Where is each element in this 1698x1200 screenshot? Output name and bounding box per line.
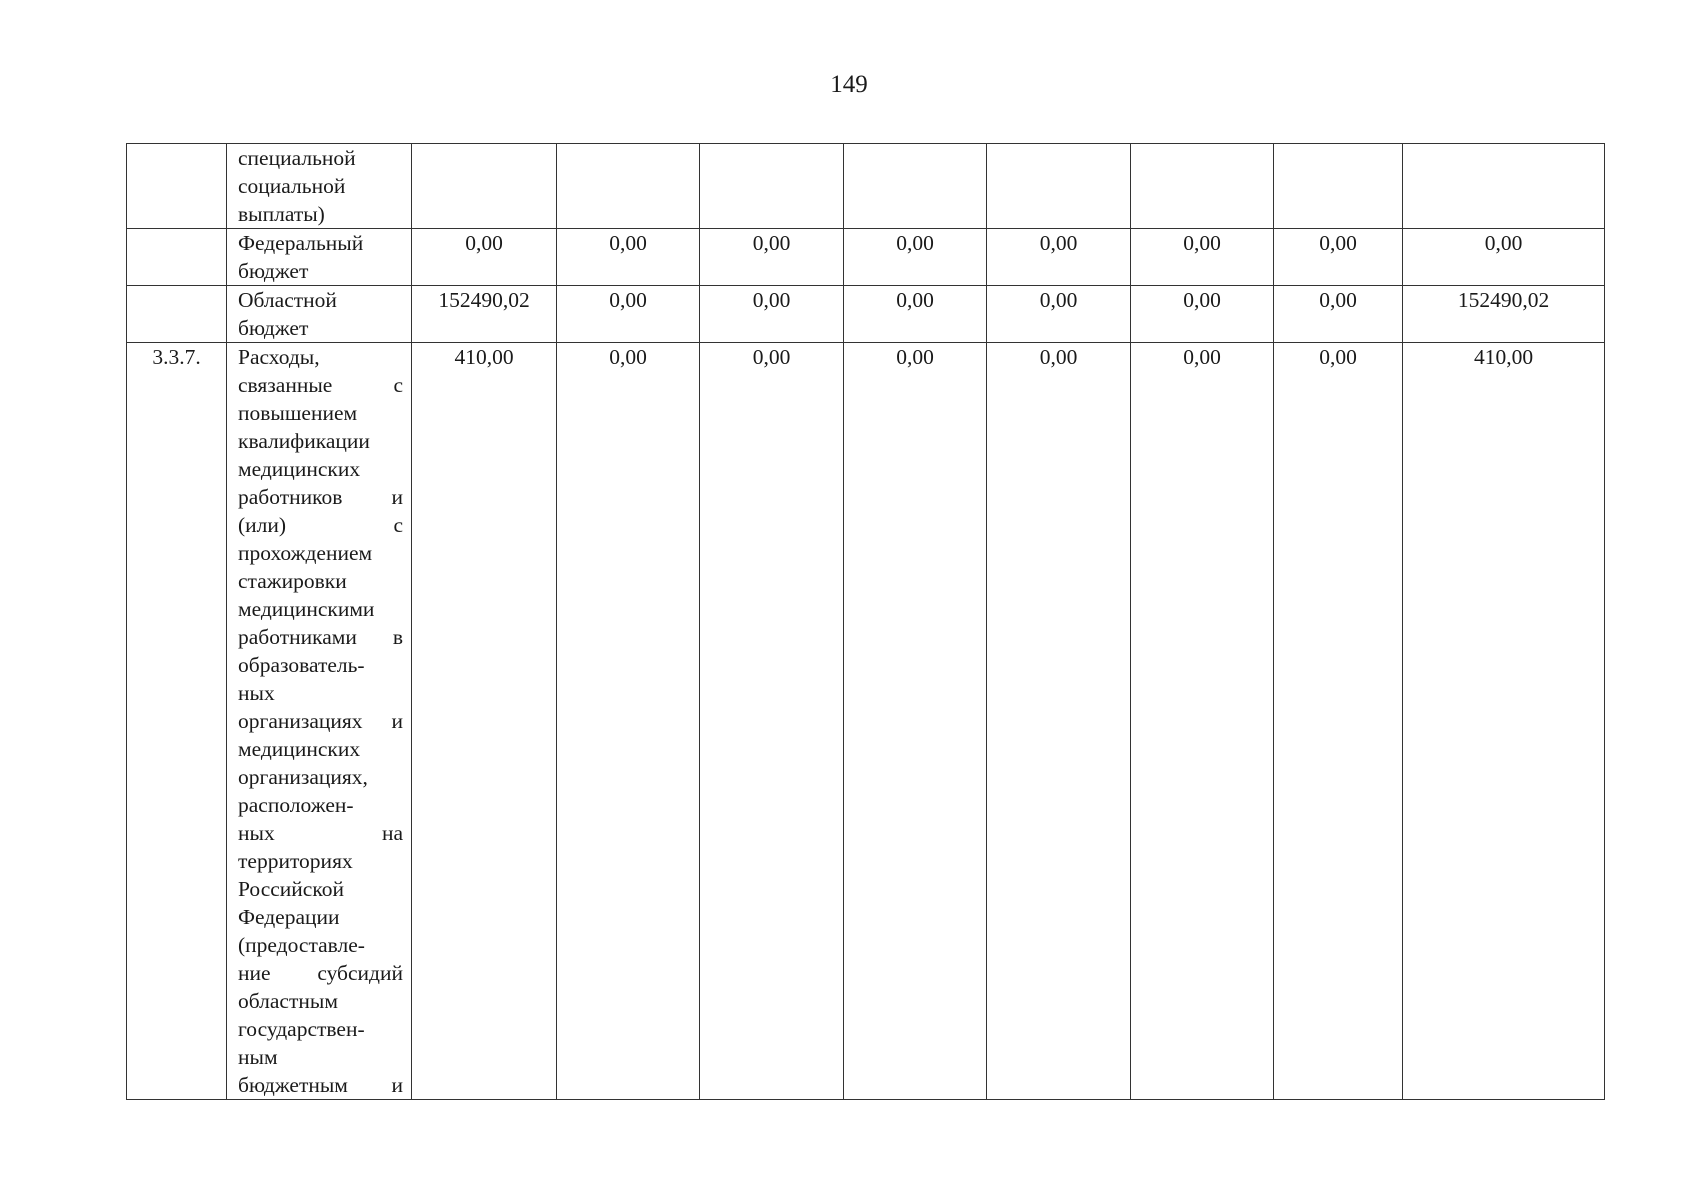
item-name-line: стажировки xyxy=(238,569,347,593)
value-cell: 0,00 xyxy=(844,229,987,286)
value-cell: 0,00 xyxy=(1403,229,1605,286)
value-cell: 410,00 xyxy=(412,343,557,1100)
item-name-line: Расходы, xyxy=(238,345,320,369)
item-name-word: (или) xyxy=(238,513,287,537)
item-name-line: бюджет xyxy=(238,259,309,283)
value-cell: 0,00 xyxy=(987,229,1131,286)
item-name-line xyxy=(238,371,403,399)
item-name-line xyxy=(238,623,403,651)
value-cell: 0,00 xyxy=(1274,286,1403,343)
item-name-word: ние xyxy=(238,961,271,985)
value-cell: 410,00 xyxy=(1403,343,1605,1100)
item-name-line: бюджет xyxy=(238,316,309,340)
value-cell xyxy=(557,144,700,229)
item-name-word: на xyxy=(381,821,403,845)
item-code-cell xyxy=(127,229,227,286)
value-cell: 0,00 xyxy=(700,286,844,343)
item-name-line: медицинских xyxy=(238,457,361,481)
item-name-line: ным xyxy=(238,1045,278,1069)
item-name-cell xyxy=(227,286,412,343)
item-name-line: Федерации xyxy=(238,905,340,929)
item-name-word: в xyxy=(392,625,403,649)
table-row-continuation xyxy=(127,144,1605,229)
value-cell xyxy=(844,144,987,229)
item-name-word: работников xyxy=(238,485,343,509)
item-name-line: (предоставле- xyxy=(238,933,365,957)
item-name-line: выплаты) xyxy=(238,202,325,226)
item-name-word: и xyxy=(391,485,403,509)
item-name-line: медицинских xyxy=(238,737,361,761)
value-cell xyxy=(1274,144,1403,229)
item-name-line: специальной xyxy=(238,146,356,170)
item-name-line: Областной xyxy=(238,288,337,312)
item-name-word: работниками xyxy=(238,625,357,649)
item-code-cell: 3.3.7. xyxy=(127,343,227,1100)
item-name-line: прохождением xyxy=(238,541,373,565)
value-cell: 0,00 xyxy=(412,229,557,286)
page-number: 149 xyxy=(830,71,868,98)
table-row-regional-budget xyxy=(127,286,1605,343)
item-name-word: организациях xyxy=(238,709,363,733)
item-name-word: с xyxy=(393,373,403,397)
item-name-line xyxy=(238,707,403,735)
value-cell: 0,00 xyxy=(1131,343,1274,1100)
item-name-line xyxy=(238,819,403,847)
item-name-line: образователь- xyxy=(238,653,365,677)
item-name-word: связанные xyxy=(238,373,333,397)
item-name-line: медицинскими xyxy=(238,597,375,621)
item-name-word: субсидий xyxy=(317,961,403,985)
item-name-line xyxy=(238,1071,403,1099)
budget-table xyxy=(126,143,1605,1100)
value-cell: 0,00 xyxy=(987,286,1131,343)
item-name-line: повышением xyxy=(238,401,358,425)
value-cell: 0,00 xyxy=(557,286,700,343)
value-cell: 0,00 xyxy=(1131,229,1274,286)
value-cell: 0,00 xyxy=(987,343,1131,1100)
value-cell xyxy=(987,144,1131,229)
value-cell: 152490,02 xyxy=(412,286,557,343)
item-name-cell xyxy=(227,144,412,229)
item-name-line xyxy=(238,483,403,511)
value-cell: 0,00 xyxy=(844,286,987,343)
value-cell xyxy=(1131,144,1274,229)
value-cell: 0,00 xyxy=(1274,229,1403,286)
item-name-line: квалификации xyxy=(238,429,370,453)
value-cell: 0,00 xyxy=(700,343,844,1100)
item-name-line: расположен- xyxy=(238,793,354,817)
item-name-line: государствен- xyxy=(238,1017,365,1041)
item-name-line: территориях xyxy=(238,849,353,873)
value-cell: 152490,02 xyxy=(1403,286,1605,343)
item-name-line: областным xyxy=(238,989,338,1013)
item-name-line: Российской xyxy=(238,877,344,901)
value-cell xyxy=(412,144,557,229)
value-cell: 0,00 xyxy=(700,229,844,286)
value-cell: 0,00 xyxy=(844,343,987,1100)
value-cell xyxy=(700,144,844,229)
table-row-federal-budget xyxy=(127,229,1605,286)
item-name-word: бюджетным xyxy=(238,1073,348,1097)
item-name-cell xyxy=(227,343,412,1100)
value-cell: 0,00 xyxy=(557,229,700,286)
item-name-word: и xyxy=(391,1073,403,1097)
item-name-line: Федеральный xyxy=(238,231,364,255)
value-cell: 0,00 xyxy=(1131,286,1274,343)
value-cell: 0,00 xyxy=(1274,343,1403,1100)
item-name-line xyxy=(238,959,403,987)
item-name-word: с xyxy=(393,513,403,537)
item-name-line xyxy=(238,511,403,539)
item-code-cell xyxy=(127,286,227,343)
item-code-cell xyxy=(127,144,227,229)
table-row-3-3-7 xyxy=(127,343,1605,1100)
item-name-word: ных xyxy=(238,821,275,845)
value-cell: 0,00 xyxy=(557,343,700,1100)
item-name-cell xyxy=(227,229,412,286)
value-cell xyxy=(1403,144,1605,229)
item-name-line: организациях, xyxy=(238,765,368,789)
item-name-word: и xyxy=(391,709,403,733)
item-name-line: социальной xyxy=(238,174,346,198)
item-name-line: ных xyxy=(238,681,275,705)
